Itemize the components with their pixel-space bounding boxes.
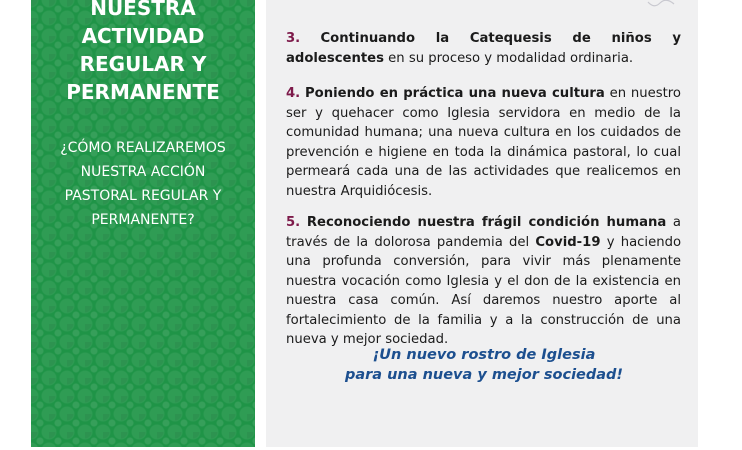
closing-slogan — [290, 345, 678, 385]
list-item — [286, 84, 681, 201]
item-emphasis: Covid-19 — [535, 234, 601, 250]
section-question-line: ¿CÓMO REALIZAREMOS — [60, 140, 226, 156]
section-title-line: ACTIVIDAD — [81, 24, 205, 48]
item-text: en su proceso y modalidad ordinaria. — [383, 50, 634, 66]
item-number: 5. — [286, 215, 301, 231]
section-title-line: PERMANENTE — [66, 80, 220, 104]
item-text: a través de la dolorosa pandemia del — [286, 215, 681, 250]
item-heading: Reconociendo nuestra frágil condición humana — [306, 215, 667, 231]
closing-slogan-line: ¡Un nuevo rostro de Iglesia — [372, 347, 596, 363]
closing-slogan-line: para una nueva y mejor sociedad! — [344, 367, 624, 383]
item-number: 3. — [286, 31, 301, 47]
item-heading: Poniendo en práctica una nueva cultura — [305, 86, 605, 102]
list-item — [286, 29, 681, 68]
section-question-line: PERMANENTE? — [91, 212, 195, 228]
item-text: en nuestro ser y quehacer como Iglesia servidora en medio de la comunidad humana; una nueva cultura en los cuidados de prevención e higiene en toda la dinámica pastoral, lo cual permeará cada una de las actividades que realicemos en nuestra Arquidiócesis. — [286, 86, 681, 199]
section-title-line: NUESTRA — [90, 0, 196, 20]
decorative-flourish-icon — [646, 0, 676, 10]
item-heading: Continuando la Catequesis de niños y adolescentes — [286, 31, 681, 66]
section-title-line: REGULAR Y — [79, 52, 207, 76]
section-question-line: NUESTRA ACCIÓN — [80, 164, 206, 180]
list-item — [286, 213, 681, 350]
section-title — [31, 0, 255, 106]
section-question-line: PASTORAL REGULAR Y — [64, 188, 222, 204]
section-question — [38, 136, 248, 232]
item-number: 4. — [286, 86, 301, 102]
item-text: y haciendo una profunda conversión, para vivir más plenamente nuestra vocación como Iglesia y el don de la existencia en nuestra casa común. Así daremos nuestro aporte al fortalecimiento de la familia y a la construcción de una nueva y mejor sociedad. — [286, 234, 682, 348]
